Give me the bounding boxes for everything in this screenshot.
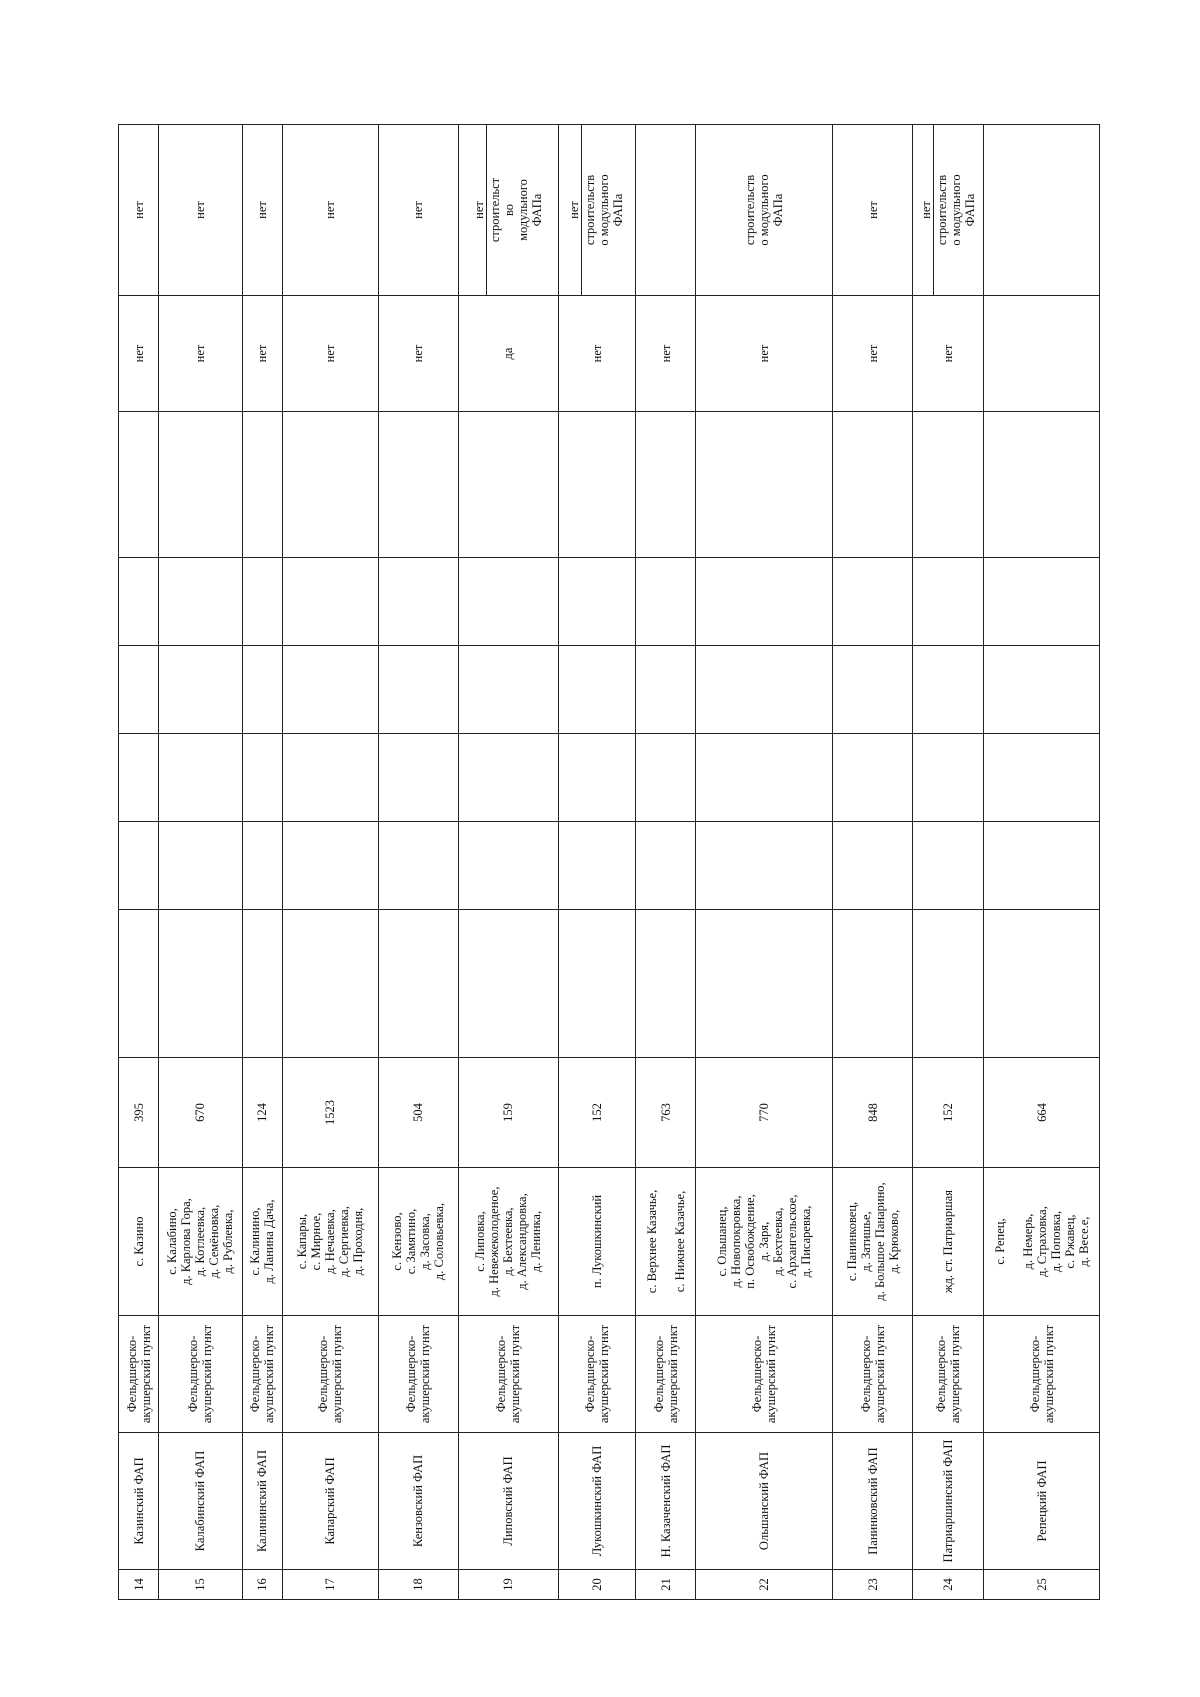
population-cell-text: 664 bbox=[1034, 1103, 1049, 1122]
col13-status: нет bbox=[471, 201, 486, 219]
facility-type-text: Фельдшерско-акушерский пункт bbox=[404, 1324, 433, 1424]
row-number bbox=[242, 1570, 282, 1600]
col7-cell bbox=[282, 822, 378, 910]
col6-cell bbox=[242, 910, 282, 1058]
col7-cell bbox=[159, 822, 243, 910]
col6-cell bbox=[984, 910, 1100, 1058]
col12-cell-text: нет bbox=[193, 344, 208, 363]
col13-cell bbox=[242, 125, 282, 296]
fap-table bbox=[118, 124, 1100, 1600]
col12-cell bbox=[119, 296, 159, 412]
fap-name-text: Казинский ФАП bbox=[131, 1457, 146, 1545]
col13-cell bbox=[636, 125, 696, 296]
fap-name-text: Калининский ФАП bbox=[255, 1449, 270, 1553]
col9-cell bbox=[119, 646, 159, 734]
settlements-cell bbox=[913, 1168, 984, 1316]
facility-type bbox=[833, 1316, 913, 1433]
col13-cell bbox=[695, 125, 832, 296]
row-number-text: 19 bbox=[501, 1578, 516, 1591]
settlements-cell bbox=[159, 1168, 243, 1316]
col13-cell bbox=[378, 125, 458, 296]
facility-type bbox=[636, 1316, 696, 1433]
col13-cell bbox=[913, 125, 984, 296]
col12-cell bbox=[636, 296, 696, 412]
fap-name-text: Липовский ФАП bbox=[501, 1456, 516, 1546]
col8-cell bbox=[242, 734, 282, 822]
population-cell-text: 770 bbox=[757, 1103, 772, 1122]
col12-cell bbox=[159, 296, 243, 412]
col7-cell bbox=[242, 822, 282, 910]
col7-cell bbox=[833, 822, 913, 910]
col13-cell bbox=[458, 125, 558, 296]
col12-cell-text: нет bbox=[865, 344, 880, 363]
col9-cell bbox=[833, 646, 913, 734]
fap-name-text: Лукошкинский ФАП bbox=[589, 1445, 604, 1557]
fap-name bbox=[458, 1433, 558, 1570]
row-number bbox=[378, 1570, 458, 1600]
col9-cell bbox=[378, 646, 458, 734]
fap-name bbox=[695, 1433, 832, 1570]
settlements-cell bbox=[378, 1168, 458, 1316]
row-number-text: 23 bbox=[865, 1578, 880, 1591]
row-number bbox=[913, 1570, 984, 1600]
col8-cell bbox=[378, 734, 458, 822]
settlements-cell bbox=[636, 1168, 696, 1316]
facility-type bbox=[159, 1316, 243, 1433]
fap-name bbox=[159, 1433, 243, 1570]
col13-cell-text: нет bbox=[255, 201, 270, 219]
row-number-text: 20 bbox=[589, 1578, 604, 1591]
col9-cell bbox=[636, 646, 696, 734]
col12-cell-text: нет bbox=[589, 344, 604, 363]
population-cell-text: 152 bbox=[941, 1103, 956, 1122]
population-cell-text: 848 bbox=[865, 1103, 880, 1122]
row-number bbox=[458, 1570, 558, 1600]
col12-cell bbox=[695, 296, 832, 412]
fap-name-text: Панинковский ФАП bbox=[865, 1447, 880, 1555]
fap-name-text: Ольшанский ФАП bbox=[757, 1451, 772, 1551]
settlements-cell-text: с. Кензово, с. Замятино, д. Засовка, д. Соловьевка, bbox=[390, 1202, 447, 1281]
row-number-text: 22 bbox=[757, 1578, 772, 1591]
facility-type bbox=[242, 1316, 282, 1433]
col10-cell bbox=[695, 558, 832, 646]
settlements-cell-text: жд. ст. Патриаршая bbox=[941, 1189, 956, 1294]
facility-type-text: Фельдшерско-акушерский пункт bbox=[651, 1324, 680, 1424]
col13-cell bbox=[282, 125, 378, 296]
col6-cell bbox=[558, 910, 636, 1058]
col13-cell-text: нет bbox=[865, 201, 880, 219]
col9-cell bbox=[695, 646, 832, 734]
facility-type-text: Фельдшерско-акушерский пункт bbox=[858, 1324, 887, 1424]
col10-cell bbox=[913, 558, 984, 646]
col10-cell bbox=[159, 558, 243, 646]
col13-status: нет bbox=[918, 201, 933, 219]
row-number-text: 16 bbox=[255, 1578, 270, 1591]
population-cell-text: 152 bbox=[589, 1103, 604, 1122]
settlements-cell-text: с. Калабино, д. Карлова Гора, д. Котлеевка, д. Семёновка, д. Рублевка, bbox=[165, 1198, 236, 1285]
col7-cell bbox=[984, 822, 1100, 910]
population-cell bbox=[378, 1058, 458, 1168]
col8-cell bbox=[913, 734, 984, 822]
col13-note: строительств о модульного ФАПа bbox=[581, 125, 626, 295]
col13-cell bbox=[119, 125, 159, 296]
facility-type-text: Фельдшерско-акушерский пункт bbox=[248, 1324, 277, 1424]
population-cell-text: 395 bbox=[131, 1103, 146, 1122]
col7-cell bbox=[913, 822, 984, 910]
settlements-cell-text: с. Панинковец, д. Затишье, д. Большое Панарино, д. Крюково, bbox=[844, 1182, 901, 1301]
population-cell-text: 1523 bbox=[323, 1100, 338, 1125]
facility-type bbox=[984, 1316, 1100, 1433]
row-number-text: 24 bbox=[941, 1578, 956, 1591]
col12-cell bbox=[378, 296, 458, 412]
col7-cell bbox=[558, 822, 636, 910]
population-cell bbox=[458, 1058, 558, 1168]
row-number bbox=[695, 1570, 832, 1600]
population-cell bbox=[913, 1058, 984, 1168]
population-cell bbox=[282, 1058, 378, 1168]
settlements-cell bbox=[119, 1168, 159, 1316]
population-cell-text: 159 bbox=[501, 1103, 516, 1122]
facility-type-text: Фельдшерско-акушерский пункт bbox=[124, 1324, 153, 1424]
row-number-text: 17 bbox=[323, 1578, 338, 1591]
settlements-cell-text: п. Лукошкинский bbox=[589, 1194, 604, 1289]
col12-cell-text: нет bbox=[757, 344, 772, 363]
col10-cell bbox=[378, 558, 458, 646]
col11-cell bbox=[458, 412, 558, 558]
col10-cell bbox=[282, 558, 378, 646]
col9-cell bbox=[913, 646, 984, 734]
facility-type-text: Фельдшерско-акушерский пункт bbox=[1027, 1324, 1056, 1424]
settlements-cell bbox=[695, 1168, 832, 1316]
col10-cell bbox=[558, 558, 636, 646]
col8-cell bbox=[458, 734, 558, 822]
col12-cell bbox=[458, 296, 558, 412]
col9-cell bbox=[984, 646, 1100, 734]
facility-type-text: Фельдшерско-акушерский пункт bbox=[186, 1324, 215, 1424]
table-row bbox=[913, 125, 984, 1600]
row-number bbox=[282, 1570, 378, 1600]
population-cell-text: 124 bbox=[255, 1103, 270, 1122]
col9-cell bbox=[282, 646, 378, 734]
col7-cell bbox=[378, 822, 458, 910]
col6-cell bbox=[458, 910, 558, 1058]
fap-name bbox=[636, 1433, 696, 1570]
col8-cell bbox=[282, 734, 378, 822]
row-number-text: 14 bbox=[131, 1578, 146, 1591]
table-row bbox=[458, 125, 558, 1600]
fap-name bbox=[282, 1433, 378, 1570]
col13-cell-text: строительств о модульного ФАПа bbox=[743, 174, 786, 246]
facility-type-text: Фельдшерско-акушерский пункт bbox=[316, 1324, 345, 1424]
col11-cell bbox=[695, 412, 832, 558]
col10-cell bbox=[458, 558, 558, 646]
population-cell-text: 670 bbox=[193, 1103, 208, 1122]
row-number-text: 21 bbox=[658, 1578, 673, 1591]
col8-cell bbox=[695, 734, 832, 822]
settlements-cell-text: с. Казино bbox=[131, 1216, 146, 1267]
table-row bbox=[242, 125, 282, 1600]
col12-cell-text: нет bbox=[323, 344, 338, 363]
col7-cell bbox=[119, 822, 159, 910]
col6-cell bbox=[833, 910, 913, 1058]
col6-cell bbox=[119, 910, 159, 1058]
population-cell bbox=[119, 1058, 159, 1168]
fap-name-text: Репецкий ФАП bbox=[1034, 1460, 1049, 1542]
facility-type-text: Фельдшерско-акушерский пункт bbox=[494, 1324, 523, 1424]
col12-cell-text: нет bbox=[941, 344, 956, 363]
col9-cell bbox=[242, 646, 282, 734]
col11-cell bbox=[833, 412, 913, 558]
col8-cell bbox=[558, 734, 636, 822]
settlements-cell-text: с. Ольшанец, д. Новопокровка, п. Освобождение, д. Заря, д. Бехтеевка, с. Архангельское, д. Писаревка, bbox=[715, 1194, 814, 1289]
settlements-cell bbox=[458, 1168, 558, 1316]
col11-cell bbox=[558, 412, 636, 558]
row-number-text: 18 bbox=[411, 1578, 426, 1591]
col11-cell bbox=[159, 412, 243, 558]
col11-cell bbox=[282, 412, 378, 558]
settlements-cell-text: с. Репец, д. Немерь, д. Страховка, д. Поповка, с. Ржавец, д. Весе.е, bbox=[992, 1206, 1091, 1277]
fap-name bbox=[119, 1433, 159, 1570]
col12-cell-text: нет bbox=[131, 344, 146, 363]
col9-cell bbox=[558, 646, 636, 734]
col8-cell bbox=[636, 734, 696, 822]
facility-type bbox=[282, 1316, 378, 1433]
col10-cell bbox=[636, 558, 696, 646]
col12-cell-text: нет bbox=[255, 344, 270, 363]
fap-name bbox=[913, 1433, 984, 1570]
population-cell bbox=[984, 1058, 1100, 1168]
row-number-text: 15 bbox=[193, 1578, 208, 1591]
col11-cell bbox=[242, 412, 282, 558]
col12-cell bbox=[913, 296, 984, 412]
col13-cell-text: нет bbox=[323, 201, 338, 219]
col7-cell bbox=[695, 822, 832, 910]
row-number-text: 25 bbox=[1034, 1578, 1049, 1591]
row-number bbox=[558, 1570, 636, 1600]
table-row bbox=[282, 125, 378, 1600]
col13-cell-text: нет bbox=[193, 201, 208, 219]
col12-cell bbox=[984, 296, 1100, 412]
col13-note: строительст во модульного ФАПа bbox=[486, 125, 545, 295]
col13-cell bbox=[558, 125, 636, 296]
table-row bbox=[833, 125, 913, 1600]
col12-cell-text: нет bbox=[658, 344, 673, 363]
col8-cell bbox=[119, 734, 159, 822]
settlements-cell bbox=[558, 1168, 636, 1316]
fap-name bbox=[242, 1433, 282, 1570]
col11-cell bbox=[636, 412, 696, 558]
table-row bbox=[636, 125, 696, 1600]
facility-type-text: Фельдшерско-акушерский пункт bbox=[750, 1324, 779, 1424]
rotated-table-container bbox=[118, 125, 1100, 1600]
col13-cell bbox=[984, 125, 1100, 296]
table-row bbox=[119, 125, 159, 1600]
col8-cell bbox=[833, 734, 913, 822]
table-row bbox=[695, 125, 832, 1600]
fap-name-text: Патриаршинский ФАП bbox=[941, 1439, 956, 1563]
col13-cell bbox=[833, 125, 913, 296]
facility-type bbox=[558, 1316, 636, 1433]
population-cell bbox=[833, 1058, 913, 1168]
table-row bbox=[984, 125, 1100, 1600]
col11-cell bbox=[119, 412, 159, 558]
col12-cell bbox=[282, 296, 378, 412]
settlements-cell bbox=[833, 1168, 913, 1316]
population-cell bbox=[159, 1058, 243, 1168]
fap-name-text: Кензовский ФАП bbox=[411, 1454, 426, 1548]
col13-status: нет bbox=[567, 201, 582, 219]
population-cell-text: 763 bbox=[658, 1103, 673, 1122]
col13-cell-text: нет bbox=[131, 201, 146, 219]
settlements-cell-text: с. Калинино, д. Ланина Дача, bbox=[248, 1199, 277, 1284]
facility-type-text: Фельдшерско-акушерский пункт bbox=[934, 1324, 963, 1424]
table-row bbox=[558, 125, 636, 1600]
fap-name bbox=[558, 1433, 636, 1570]
col6-cell bbox=[378, 910, 458, 1058]
col12-cell bbox=[833, 296, 913, 412]
settlements-cell-text: с. Липовка, д. Невежеколоденое, д. Бехтеевка, д. Александровка, д. Ленинка, bbox=[473, 1186, 544, 1297]
col10-cell bbox=[242, 558, 282, 646]
fap-name-text: Капарский ФАП bbox=[323, 1457, 338, 1545]
col6-cell bbox=[636, 910, 696, 1058]
facility-type bbox=[119, 1316, 159, 1433]
col8-cell bbox=[159, 734, 243, 822]
fap-name bbox=[833, 1433, 913, 1570]
row-number bbox=[833, 1570, 913, 1600]
population-cell bbox=[636, 1058, 696, 1168]
col10-cell bbox=[984, 558, 1100, 646]
settlements-cell bbox=[242, 1168, 282, 1316]
fap-name bbox=[984, 1433, 1100, 1570]
col9-cell bbox=[458, 646, 558, 734]
population-cell bbox=[695, 1058, 832, 1168]
col7-cell bbox=[636, 822, 696, 910]
col13-cell bbox=[159, 125, 243, 296]
facility-type bbox=[378, 1316, 458, 1433]
settlements-cell bbox=[282, 1168, 378, 1316]
col11-cell bbox=[984, 412, 1100, 558]
col10-cell bbox=[833, 558, 913, 646]
col6-cell bbox=[159, 910, 243, 1058]
col11-cell bbox=[913, 412, 984, 558]
col12-cell-text: нет bbox=[411, 344, 426, 363]
col12-cell-text: да bbox=[501, 347, 516, 360]
facility-type bbox=[913, 1316, 984, 1433]
row-number bbox=[984, 1570, 1100, 1600]
col13-note: строительств о модульного ФАПа bbox=[933, 125, 978, 295]
col6-cell bbox=[913, 910, 984, 1058]
col8-cell bbox=[984, 734, 1100, 822]
row-number bbox=[119, 1570, 159, 1600]
table-row bbox=[378, 125, 458, 1600]
col13-cell-text: нет bbox=[411, 201, 426, 219]
settlements-cell-text: с. Капары, с. Мирное, д. Нечаевка, д. Сергиевка, д. Проходня, bbox=[295, 1206, 366, 1277]
col10-cell bbox=[119, 558, 159, 646]
population-cell bbox=[558, 1058, 636, 1168]
row-number bbox=[636, 1570, 696, 1600]
settlements-cell-text: с. Верхнее Казачье, с. Нижнее Казачье, bbox=[644, 1189, 687, 1294]
col12-cell bbox=[242, 296, 282, 412]
population-cell-text: 504 bbox=[411, 1103, 426, 1122]
settlements-cell bbox=[984, 1168, 1100, 1316]
fap-name bbox=[378, 1433, 458, 1570]
col11-cell bbox=[378, 412, 458, 558]
col6-cell bbox=[282, 910, 378, 1058]
table-row bbox=[159, 125, 243, 1600]
fap-name-text: Н. Казаченский ФАП bbox=[658, 1444, 673, 1558]
row-number bbox=[159, 1570, 243, 1600]
facility-type bbox=[458, 1316, 558, 1433]
col6-cell bbox=[695, 910, 832, 1058]
col7-cell bbox=[458, 822, 558, 910]
facility-type-text: Фельдшерско-акушерский пункт bbox=[582, 1324, 611, 1424]
col12-cell bbox=[558, 296, 636, 412]
col9-cell bbox=[159, 646, 243, 734]
fap-name-text: Калабинский ФАП bbox=[193, 1450, 208, 1552]
population-cell bbox=[242, 1058, 282, 1168]
facility-type bbox=[695, 1316, 832, 1433]
